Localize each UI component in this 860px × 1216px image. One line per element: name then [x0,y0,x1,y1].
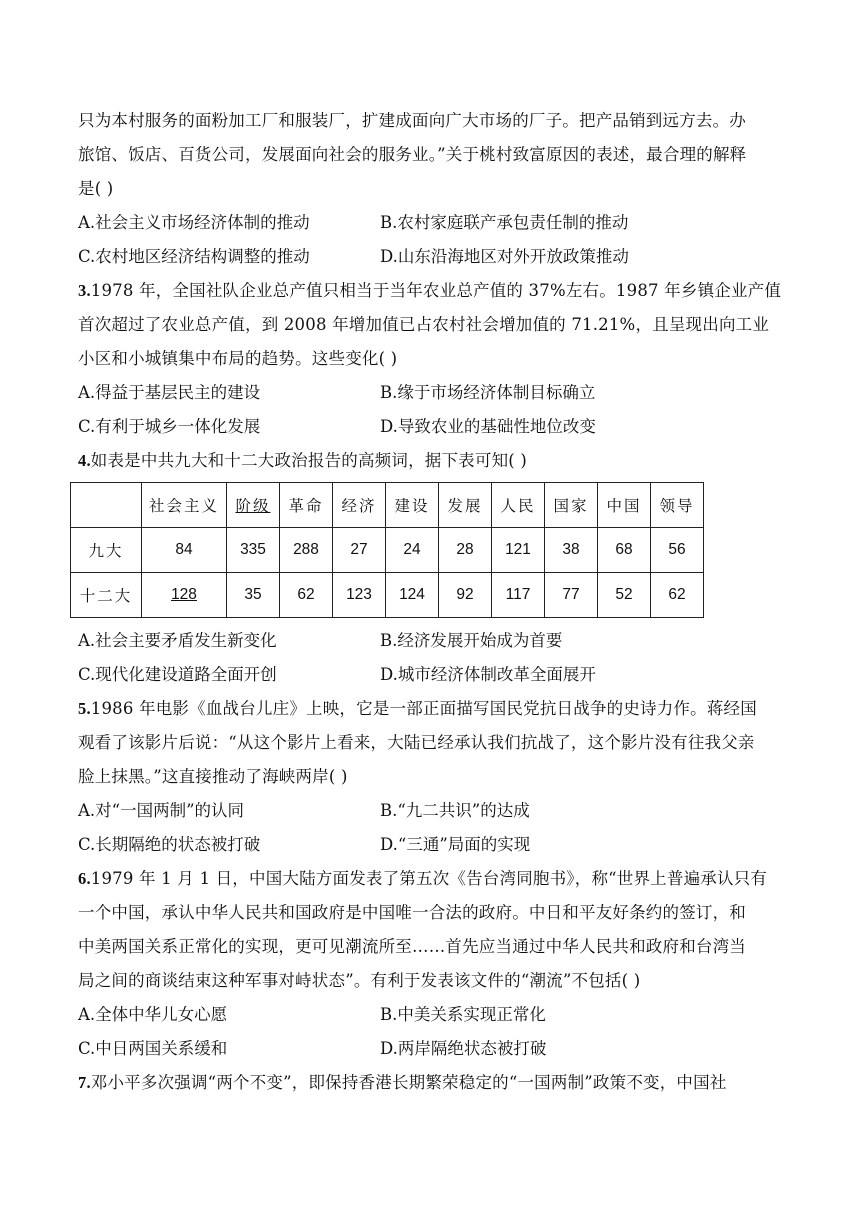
q3-line-1 [78,274,783,308]
table-header-cell: 中国 [598,483,651,528]
table-row [71,528,704,573]
exam-page [78,104,783,1100]
q6-number: 6. [78,869,91,888]
table-cell: 117 [492,573,545,618]
table-header-cell: 社会主义 [142,483,227,528]
q2-options-row-2 [78,240,783,274]
q2-option-c[interactable]: C.农村地区经济结构调整的推动 [78,247,310,266]
table-header-cell: 经济 [333,483,386,528]
q6-option-d[interactable]: D.两岸隔绝状态被打破 [380,1039,547,1058]
q5-options-row-2 [78,828,783,862]
table-cell: 77 [545,573,598,618]
q7-text-1: 邓小平多次强调“两个不变”，即保持香港长期繁荣稳定的“一国两制”政策不变，中国社 [90,1073,727,1092]
q3-option-c[interactable]: C.有利于城乡一体化发展 [78,417,261,436]
table-header-blank [71,483,142,528]
q4-option-d[interactable]: D.城市经济体制改革全面展开 [380,665,596,684]
q6-line-4: 局之间的商谈结束这种军事对峙状态”。有利于发表该文件的“潮流”不包括( ) [78,971,641,990]
q4-stem-line [78,444,783,478]
q7-line-1 [78,1066,783,1100]
table-row-label: 九大 [71,528,142,573]
table-header-cell: 发展 [439,483,492,528]
q5-number: 5. [78,699,91,718]
q6-line-2: 一个中国，承认中华人民共和国政府是中国唯一合法的政府。中日和平友好条约的签订，和 [78,903,746,922]
table-header-cell: 领导 [651,483,704,528]
q3-option-b[interactable]: B.缘于市场经济体制目标确立 [380,383,596,402]
q3-number: 3. [78,281,91,300]
q3-line-2: 首次超过了农业总产值，到 2008 年增加值已占农村社会增加值的 71.21%，且呈现出向工业 [78,315,770,334]
q2-option-b[interactable]: B.农村家庭联产承包责任制的推动 [380,213,629,232]
table-cell: 27 [333,528,386,573]
q6-option-c[interactable]: C.中日两国关系缓和 [78,1039,228,1058]
q4-option-c[interactable]: C.现代化建设道路全面开创 [78,665,277,684]
table-header-cell: 人民 [492,483,545,528]
q6-option-b[interactable]: B.中美关系实现正常化 [380,1005,546,1024]
table-cell: 68 [598,528,651,573]
q5-option-d[interactable]: D.“三通”局面的实现 [380,835,531,854]
table-cell: 121 [492,528,545,573]
table-header-cell: 国家 [545,483,598,528]
q6-text-1: 1979 年 1 月 1 日，中国大陆方面发表了第五次《告台湾同胞书》，称“世界上普遍承认只有 [90,869,768,888]
table-cell: 62 [651,573,704,618]
q4-stem: 如表是中共九大和十二大政治报告的高频词，据下表可知( ) [90,451,528,470]
q5-line-3: 脸上抹黑。”这直接推动了海峡两岸( ) [78,767,348,786]
table-cell: 38 [545,528,598,573]
table-cell: 28 [439,528,492,573]
q4-number: 4. [78,451,91,470]
q6-line-3: 中美两国关系正常化的实现，更可见潮流所至……首先应当通过中华人民共和政府和台湾当 [78,937,746,956]
q7-number: 7. [78,1073,91,1092]
q2-line-2: 旅馆、饭店、百货公司，发展面向社会的服务业。”关于桃村致富原因的表述，最合理的解释 [78,145,747,164]
q5-option-b[interactable]: B.“九二共识”的达成 [380,801,530,820]
q5-option-c[interactable]: C.长期隔绝的状态被打破 [78,835,261,854]
q2-option-a[interactable]: A.社会主义市场经济体制的推动 [78,213,310,232]
q3-line-3: 小区和小城镇集中布局的趋势。这些变化( ) [78,349,398,368]
table-cell: 335 [227,528,280,573]
table-row-label: 十二大 [71,573,142,618]
table-header-cell: 建设 [386,483,439,528]
q6-options-row-2 [78,1032,783,1066]
q4-options-row-1 [78,624,783,658]
q5-line-2: 观看了该影片后说：“从这个影片上看来，大陆已经承认我们抗战了，这个影片没有往我父亲 [78,733,755,752]
q6-options-row-1 [78,998,783,1032]
q2-option-d[interactable]: D.山东沿海地区对外开放政策推动 [380,247,629,266]
table-cell: 128 [142,573,227,618]
table-header-cell: 革命 [280,483,333,528]
table-row [71,573,704,618]
q3-text-1: 1978 年，全国社队企业总产值只相当于当年农业总产值的 37%左右。1987 年乡镇企业产值 [90,281,782,300]
q5-options-row-1 [78,794,783,828]
q4-option-b[interactable]: B.经济发展开始成为首要 [380,631,563,650]
q3-option-a[interactable]: A.得益于基层民主的建设 [78,383,261,402]
q4-option-a[interactable]: A.社会主要矛盾发生新变化 [78,631,277,650]
table-cell: 288 [280,528,333,573]
q3-option-d[interactable]: D.导致农业的基础性地位改变 [380,417,596,436]
q4-frequency-table [70,482,704,618]
q3-options-row-2 [78,410,783,444]
q5-option-a[interactable]: A.对“一国两制”的认同 [78,801,245,820]
table-cell: 124 [386,573,439,618]
q6-line-1 [78,862,783,896]
q5-text-1: 1986 年电影《血战台儿庄》上映，它是一部正面描写国民党抗日战争的史诗力作。蒋经国 [90,699,757,718]
table-cell: 56 [651,528,704,573]
q6-option-a[interactable]: A.全体中华儿女心愿 [78,1005,228,1024]
table-cell: 35 [227,573,280,618]
q3-options-row-1 [78,376,783,410]
q2-line-1: 只为本村服务的面粉加工厂和服装厂，扩建成面向广大市场的厂子。把产品销到远方去。办 [78,111,746,130]
q2-line-3: 是( ) [78,179,114,198]
table-cell: 24 [386,528,439,573]
table-cell: 92 [439,573,492,618]
table-header-cell: 阶级 [227,483,280,528]
table-header-row [71,483,704,528]
q4-options-row-2 [78,658,783,692]
table-cell: 62 [280,573,333,618]
table-cell: 123 [333,573,386,618]
table-cell: 52 [598,573,651,618]
table-cell: 84 [142,528,227,573]
q2-options-row-1 [78,206,783,240]
q5-line-1 [78,692,783,726]
